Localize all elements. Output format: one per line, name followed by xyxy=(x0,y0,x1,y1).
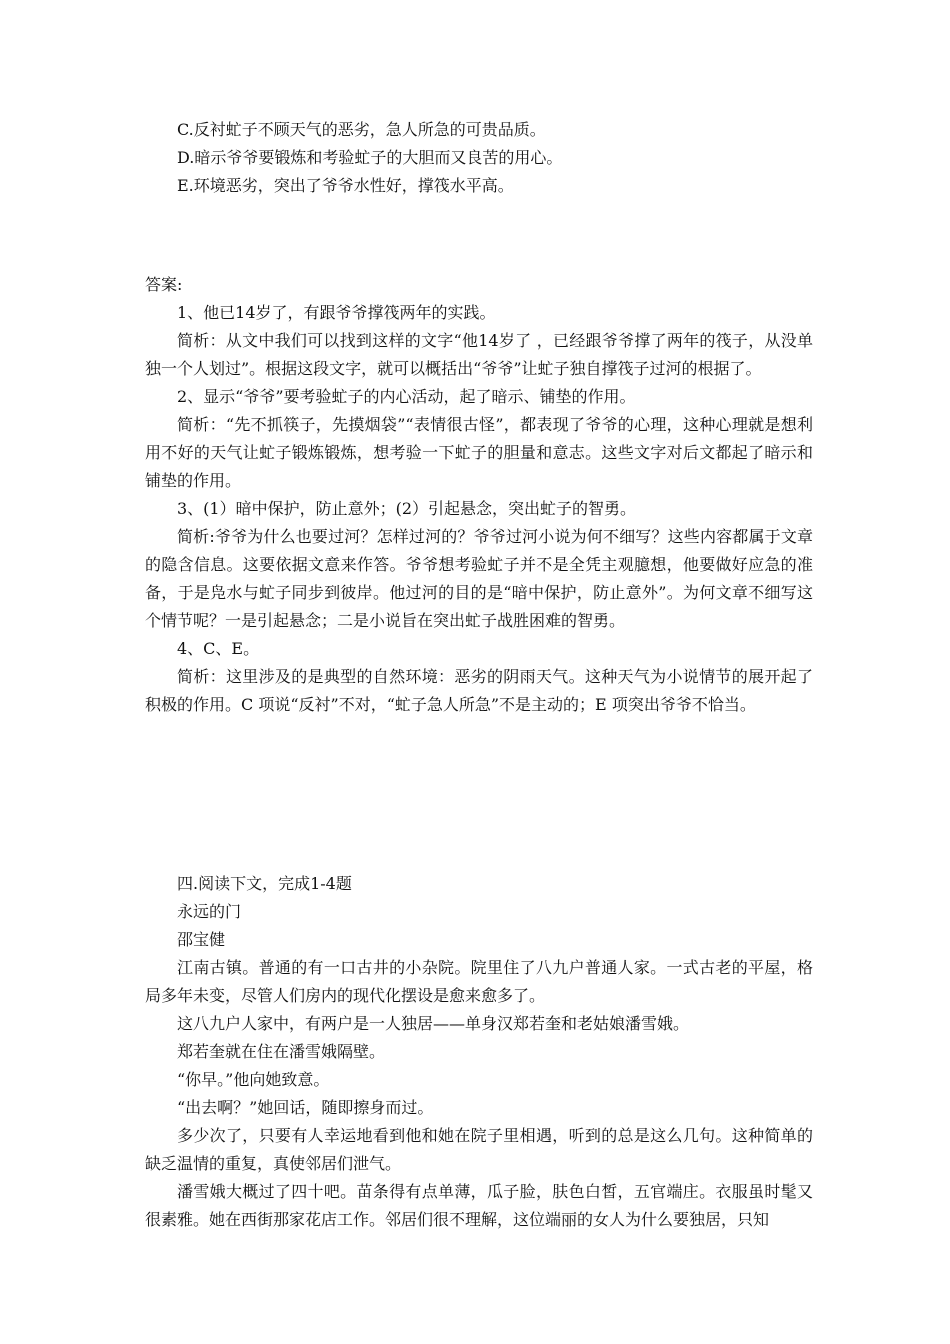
answer-1-analysis: 简析：从文中我们可以找到这样的文字“他14岁了 ，已经跟爷爷撑了两年的筏子，从没单独一个人划过”。根据这段文字，就可以概括出“爷爷”让虻子独自撑筏子过河的根据了。 xyxy=(145,331,813,378)
options-section xyxy=(145,116,813,200)
answer-2-analysis: 简析：“先不抓筷子，先摸烟袋”“表情很古怪”，都表现了爷爷的心理，这种心理就是想利用不好的天气让虻子锻炼锻炼，想考验一下虻子的胆量和意志。这些文字对后文都起了暗示和铺垫的作用。 xyxy=(145,415,813,490)
option-e: E.环境恶劣，突出了爷爷水性好，撑筏水平高。 xyxy=(177,176,514,195)
story-paragraph: 潘雪娥大概过了四十吧。苗条得有点单薄，瓜子脸，肤色白皙，五官端庄。衣服虽时髦又很素雅。她在西街那家花店工作。邻居们很不理解，这位端丽的女人为什么要独居，只知 xyxy=(145,1182,813,1229)
answer-4-analysis: 简析：这里涉及的是典型的自然环境：恶劣的阴雨天气。这种天气为小说情节的展开起了积极的作用。C 项说“反衬”不对，“虻子急人所急”不是主动的；E 项突出爷爷不恰当。 xyxy=(145,667,813,714)
section-heading: 四.阅读下文，完成1-4题 xyxy=(177,874,352,893)
answer-2: 2、显示“爷爷”要考验虻子的内心活动，起了暗示、铺垫的作用。 xyxy=(177,387,636,406)
answers-section xyxy=(145,271,813,719)
answer-3: 3、(1）暗中保护，防止意外；(2）引起悬念，突出虻子的智勇。 xyxy=(177,499,637,518)
story-author: 邵宝健 xyxy=(177,930,226,949)
answer-1: 1、他已14岁了，有跟爷爷撑筏两年的实践。 xyxy=(177,303,496,322)
option-c: C.反衬虻子不顾天气的恶劣，急人所急的可贵品质。 xyxy=(177,120,546,139)
option-d: D.暗示爷爷要锻炼和考验虻子的大胆而又良苦的用心。 xyxy=(177,148,563,167)
story-paragraph: 郑若奎就在住在潘雪娥隔壁。 xyxy=(177,1042,386,1061)
story-paragraph: 多少次了，只要有人幸运地看到他和她在院子里相遇，听到的总是这么几句。这种简单的缺乏温情的重复，真使邻居们泄气。 xyxy=(145,1126,813,1173)
story-paragraph: “你早。”他向她致意。 xyxy=(177,1070,330,1089)
answer-4: 4、C、E。 xyxy=(177,639,260,658)
answer-3-analysis: 简析:爷爷为什么也要过河？怎样过河的？爷爷过河小说为何不细写？这些内容都属于文章的隐含信息。这要依据文意来作答。爷爷想考验虻子并不是全凭主观臆想，他要做好应急的准备，于是凫水与虻子同步到彼岸。他过河的目的是“暗中保护，防止意外”。为何文章不细写这个情节呢？一是引起悬念；二是小说旨在突出虻子战胜困难的智勇。 xyxy=(145,527,813,630)
story-paragraph: “出去啊？”她回话，随即擦身而过。 xyxy=(177,1098,434,1117)
story-paragraph: 这八九户人家中，有两户是一人独居——单身汉郑若奎和老姑娘潘雪娥。 xyxy=(177,1014,690,1033)
story-paragraph: 江南古镇。普通的有一口古井的小杂院。院里住了八九户普通人家。一式古老的平屋，格局多年未变，尽管人们房内的现代化摆设是愈来愈多了。 xyxy=(145,958,813,1005)
answers-heading: 答案: xyxy=(145,275,183,294)
reading-section-four xyxy=(145,870,813,1234)
story-title: 永远的门 xyxy=(177,902,242,921)
